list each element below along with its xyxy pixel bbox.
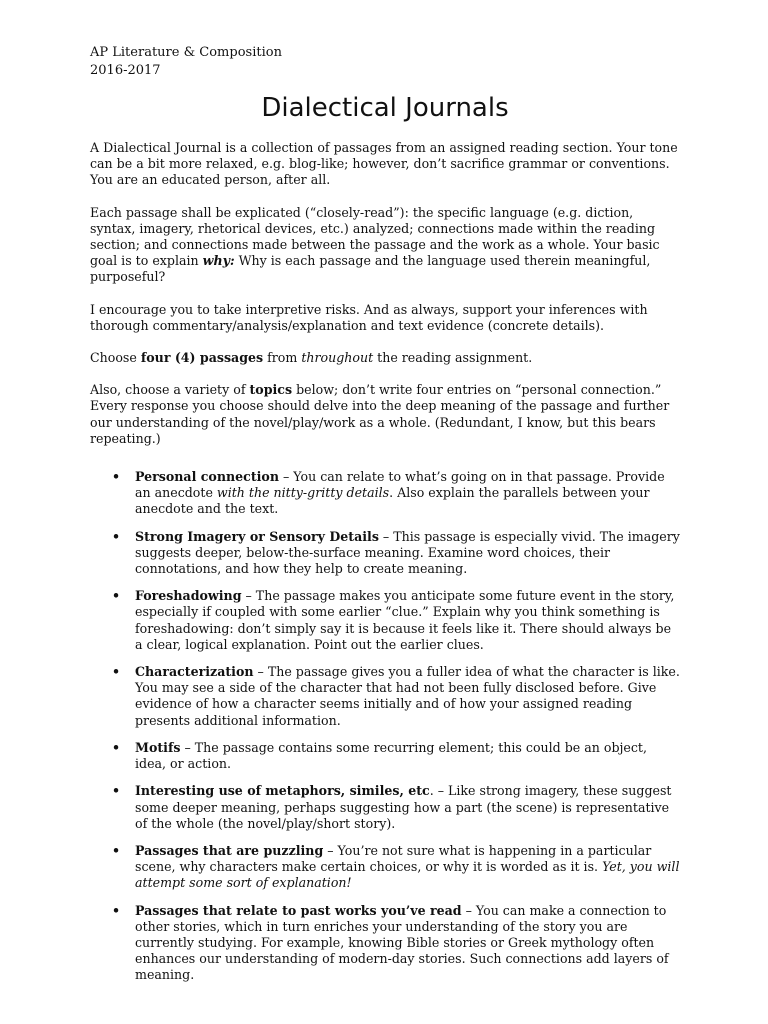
explication-text: Each passage shall be explicated (“closely-read”): the specific language (e.g. diction, syntax, imagery, rhetorical devices, etc.) analyzed; connections made within the reading section; and connections made between the passage and the work as a whole. Your basic goal is to explain: [90, 204, 660, 269]
choose-text-a: Choose: [90, 350, 141, 366]
topic-text: – The passage gives you a fuller idea of what the character is like. You may see a side of the character that had not been fully disclosed before. Give evidence of how a character seems initially and of how your assigned reading presents additional information.: [135, 664, 680, 728]
topic-term: Strong Imagery or Sensory Details: [135, 528, 379, 544]
course-name: AP Literature & Composition: [90, 45, 282, 60]
bullet-icon: •: [112, 664, 121, 680]
topic-text: – You’re not sure what is happening in a particular scene, why characters make certain choices, or why it is worded as it is.: [135, 842, 652, 875]
topic-term: Personal connection: [135, 469, 279, 485]
list-item: [90, 903, 680, 984]
explication-paragraph: [90, 205, 680, 286]
risks-paragraph: I encourage you to take interpretive risks. And as always, support your inferences with thorough commentary/analysis/explanation and text evidence (concrete details).: [90, 301, 648, 333]
bullet-icon: •: [112, 588, 121, 604]
topic-term: Interesting use of metaphors, similes, etc: [135, 783, 430, 799]
why-emphasis: why:: [202, 253, 235, 269]
explication-text-end: Why is each passage and the language used therein meaningful, purposeful?: [90, 253, 651, 285]
topic-italic: Yet, you will attempt some sort of explanation!: [135, 859, 680, 891]
list-item: [90, 469, 680, 518]
bullet-icon: •: [112, 469, 121, 485]
topic-term: Characterization: [135, 664, 254, 680]
list-item: [90, 783, 680, 832]
topic-term: Foreshadowing: [135, 588, 242, 604]
throughout-emphasis: throughout: [301, 350, 374, 366]
topic-italic: with the nitty-gritty details: [216, 485, 390, 501]
document-page: [90, 44, 680, 995]
topics-emphasis: topics: [249, 382, 293, 398]
list-item: [90, 843, 680, 892]
topic-term: Passages that relate to past works you’ve read: [135, 902, 462, 918]
topic-text: – This passage is especially vivid. The imagery suggests deeper, below-the-surface meaning. Examine word choices, their connotations, and how they help to create meaning.: [135, 528, 680, 577]
bullet-icon: •: [112, 842, 121, 858]
list-item: [90, 740, 680, 772]
page-title: Dialectical Journals: [261, 93, 509, 123]
choose-paragraph: [90, 350, 680, 366]
choose-text-e: the reading assignment.: [373, 350, 533, 366]
intro-paragraph: A Dialectical Journal is a collection of passages from an assigned reading section. Your tone can be a bit more relaxed, e.g. blog-like; however, don’t sacrifice grammar or conventions. You are an educated person, after all.: [90, 140, 678, 188]
bullet-icon: •: [112, 902, 121, 918]
list-item: [90, 664, 680, 729]
list-item: [90, 588, 680, 653]
topic-text: – You can make a connection to other stories, which in turn enriches your understanding of the story you are currently studying. For example, knowing Bible stories or Greek mythology often enhances our understanding of modern-day stories. Such connections add layers of meaning.: [135, 902, 669, 983]
variety-text-a: Also, choose a variety of: [90, 382, 250, 398]
topic-text: . – Like strong imagery, these suggest some deeper meaning, perhaps suggesting how a part (the scene) is representative of the whole (the novel/play/short story).: [135, 783, 672, 831]
school-year: 2016-2017: [90, 63, 161, 78]
topic-text: – The passage contains some recurring element; this could be an object, idea, or action.: [135, 739, 647, 772]
topic-term: Motifs: [135, 739, 181, 755]
topic-term: Passages that are puzzling: [135, 842, 324, 858]
list-item: [90, 529, 680, 578]
topic-text: – You can relate to what’s going on in that passage. Provide an anecdote: [135, 469, 665, 501]
topic-text-end: . Also explain the parallels between your anecdote and the text.: [135, 485, 650, 517]
topic-text: – The passage makes you anticipate some future event in the story, especially if coupled with some earlier “clue.” Explain why you think something is foreshadowing: don’t simply say it is because it feels like it. There should always be a clear, logical explanation. Point out the earlier clues.: [135, 588, 675, 652]
choose-text-c: from: [263, 350, 302, 366]
bullet-icon: •: [112, 528, 121, 544]
variety-text-c: below; don’t write four entries on “personal connection.” Every response you choose should delve into the deep meaning of the passage and further our understanding of the novel/play/work as a whole. (Redundant, I know, but this bears repeating.): [90, 382, 670, 446]
passage-count: four (4) passages: [140, 350, 264, 366]
topic-list: [90, 469, 680, 983]
bullet-icon: •: [112, 783, 121, 799]
bullet-icon: •: [112, 739, 121, 755]
variety-paragraph: [90, 382, 680, 447]
